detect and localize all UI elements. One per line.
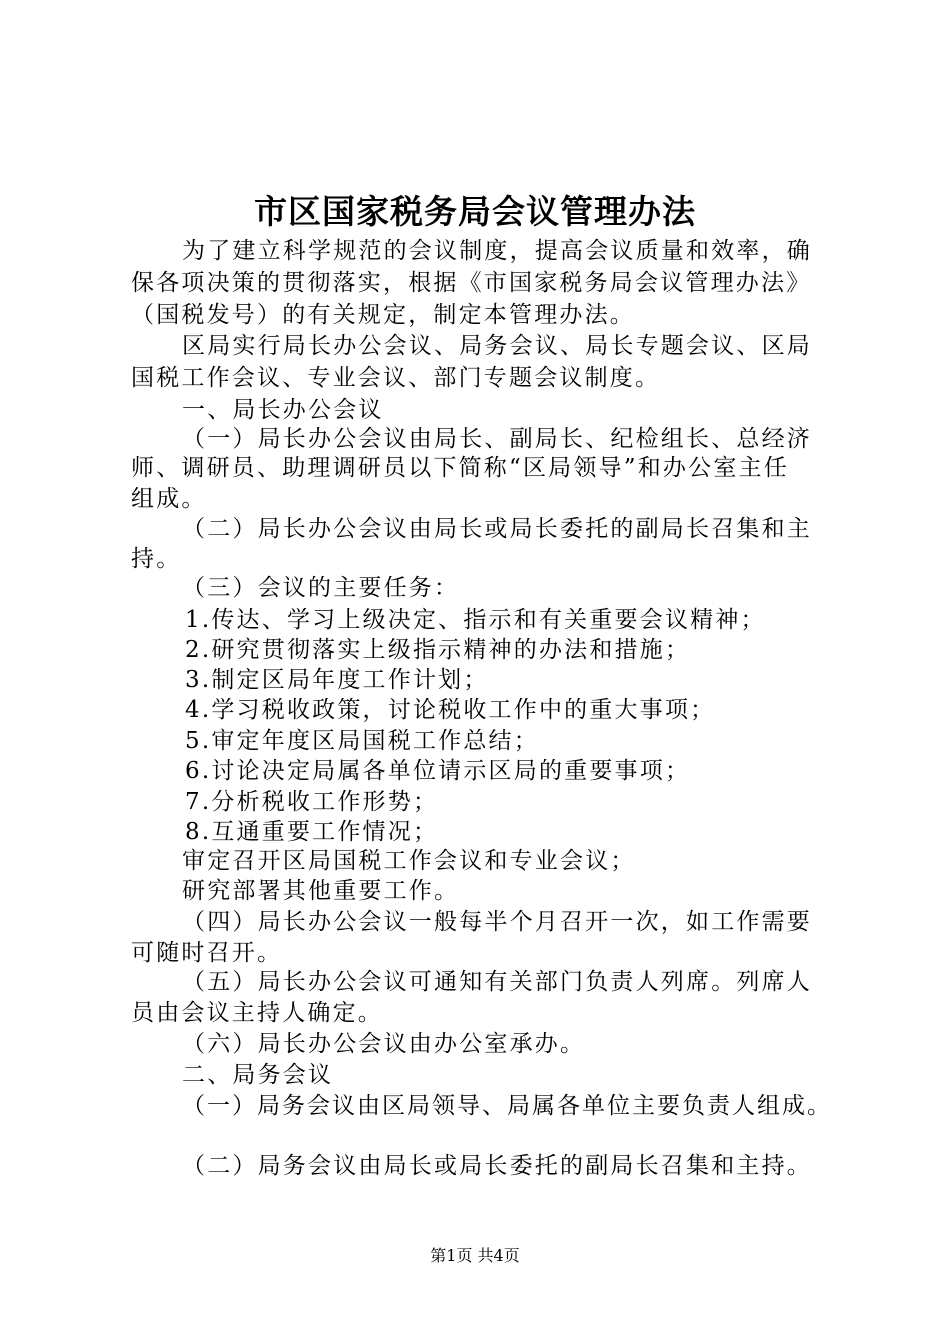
body-line: 为了建立科学规范的会议制度，提高会议质量和效率，确 — [182, 238, 812, 264]
body-line: 组成。 — [131, 486, 207, 512]
document-title: 市区国家税务局会议管理办法 — [254, 192, 696, 231]
body-line: 区局实行局长办公会议、局务会议、局长专题会议、区局 — [182, 333, 812, 359]
body-line: （二）局长办公会议由局长或局长委托的副局长召集和主 — [182, 516, 812, 542]
body-line: （一）局长办公会议由局长、副局长、纪检组长、总经济 — [182, 426, 812, 452]
list-item: 1.传达、学习上级决定、指示和有关重要会议精神； — [185, 607, 766, 633]
body-line: 持。 — [131, 546, 182, 572]
body-line: 国税工作会议、专业会议、部门专题会议制度。 — [131, 365, 661, 391]
list-item: 8.互通重要工作情况； — [185, 819, 439, 845]
list-item: 3.制定区局年度工作计划； — [185, 667, 489, 693]
list-item: 2.研究贯彻落实上级指示精神的办法和措施； — [185, 637, 691, 663]
body-line: 保各项决策的贯彻落实，根据《市国家税务局会议管理办法》 — [131, 270, 812, 296]
list-item: 4.学习税收政策，讨论税收工作中的重大事项； — [185, 697, 716, 723]
body-line: （四）局长办公会议一般每半个月召开一次，如工作需要 — [182, 909, 812, 935]
section-heading: 一、局长办公会议 — [182, 397, 384, 423]
body-line: 员由会议主持人确定。 — [131, 1000, 383, 1026]
page-footer: 第1页 共4页 — [430, 1246, 520, 1265]
list-item: 7.分析税收工作形势； — [185, 789, 439, 815]
list-item: 5.审定年度区局国税工作总结； — [185, 728, 539, 754]
body-line: （一）局务会议由区局领导、局属各单位主要负责人组成。 — [182, 1093, 832, 1119]
body-line: 审定召开区局国税工作会议和专业会议； — [182, 848, 636, 874]
section-heading: 二、局务会议 — [182, 1062, 334, 1088]
body-line: （国税发号）的有关规定，制定本管理办法。 — [131, 302, 635, 328]
body-line: 可随时召开。 — [131, 940, 283, 966]
body-line: （五）局长办公会议可通知有关部门负责人列席。列席人 — [182, 969, 812, 995]
body-line: （三）会议的主要任务： — [182, 575, 460, 601]
body-line: 师、调研员、助理调研员以下简称“区局领导”和办公室主任 — [131, 455, 789, 481]
body-line: （二）局务会议由局长或局长委托的副局长召集和主持。 — [182, 1153, 812, 1179]
list-item: 6.讨论决定局属各单位请示区局的重要事项； — [185, 758, 691, 784]
body-line: （六）局长办公会议由办公室承办。 — [182, 1031, 586, 1057]
body-line: 研究部署其他重要工作。 — [182, 878, 460, 904]
